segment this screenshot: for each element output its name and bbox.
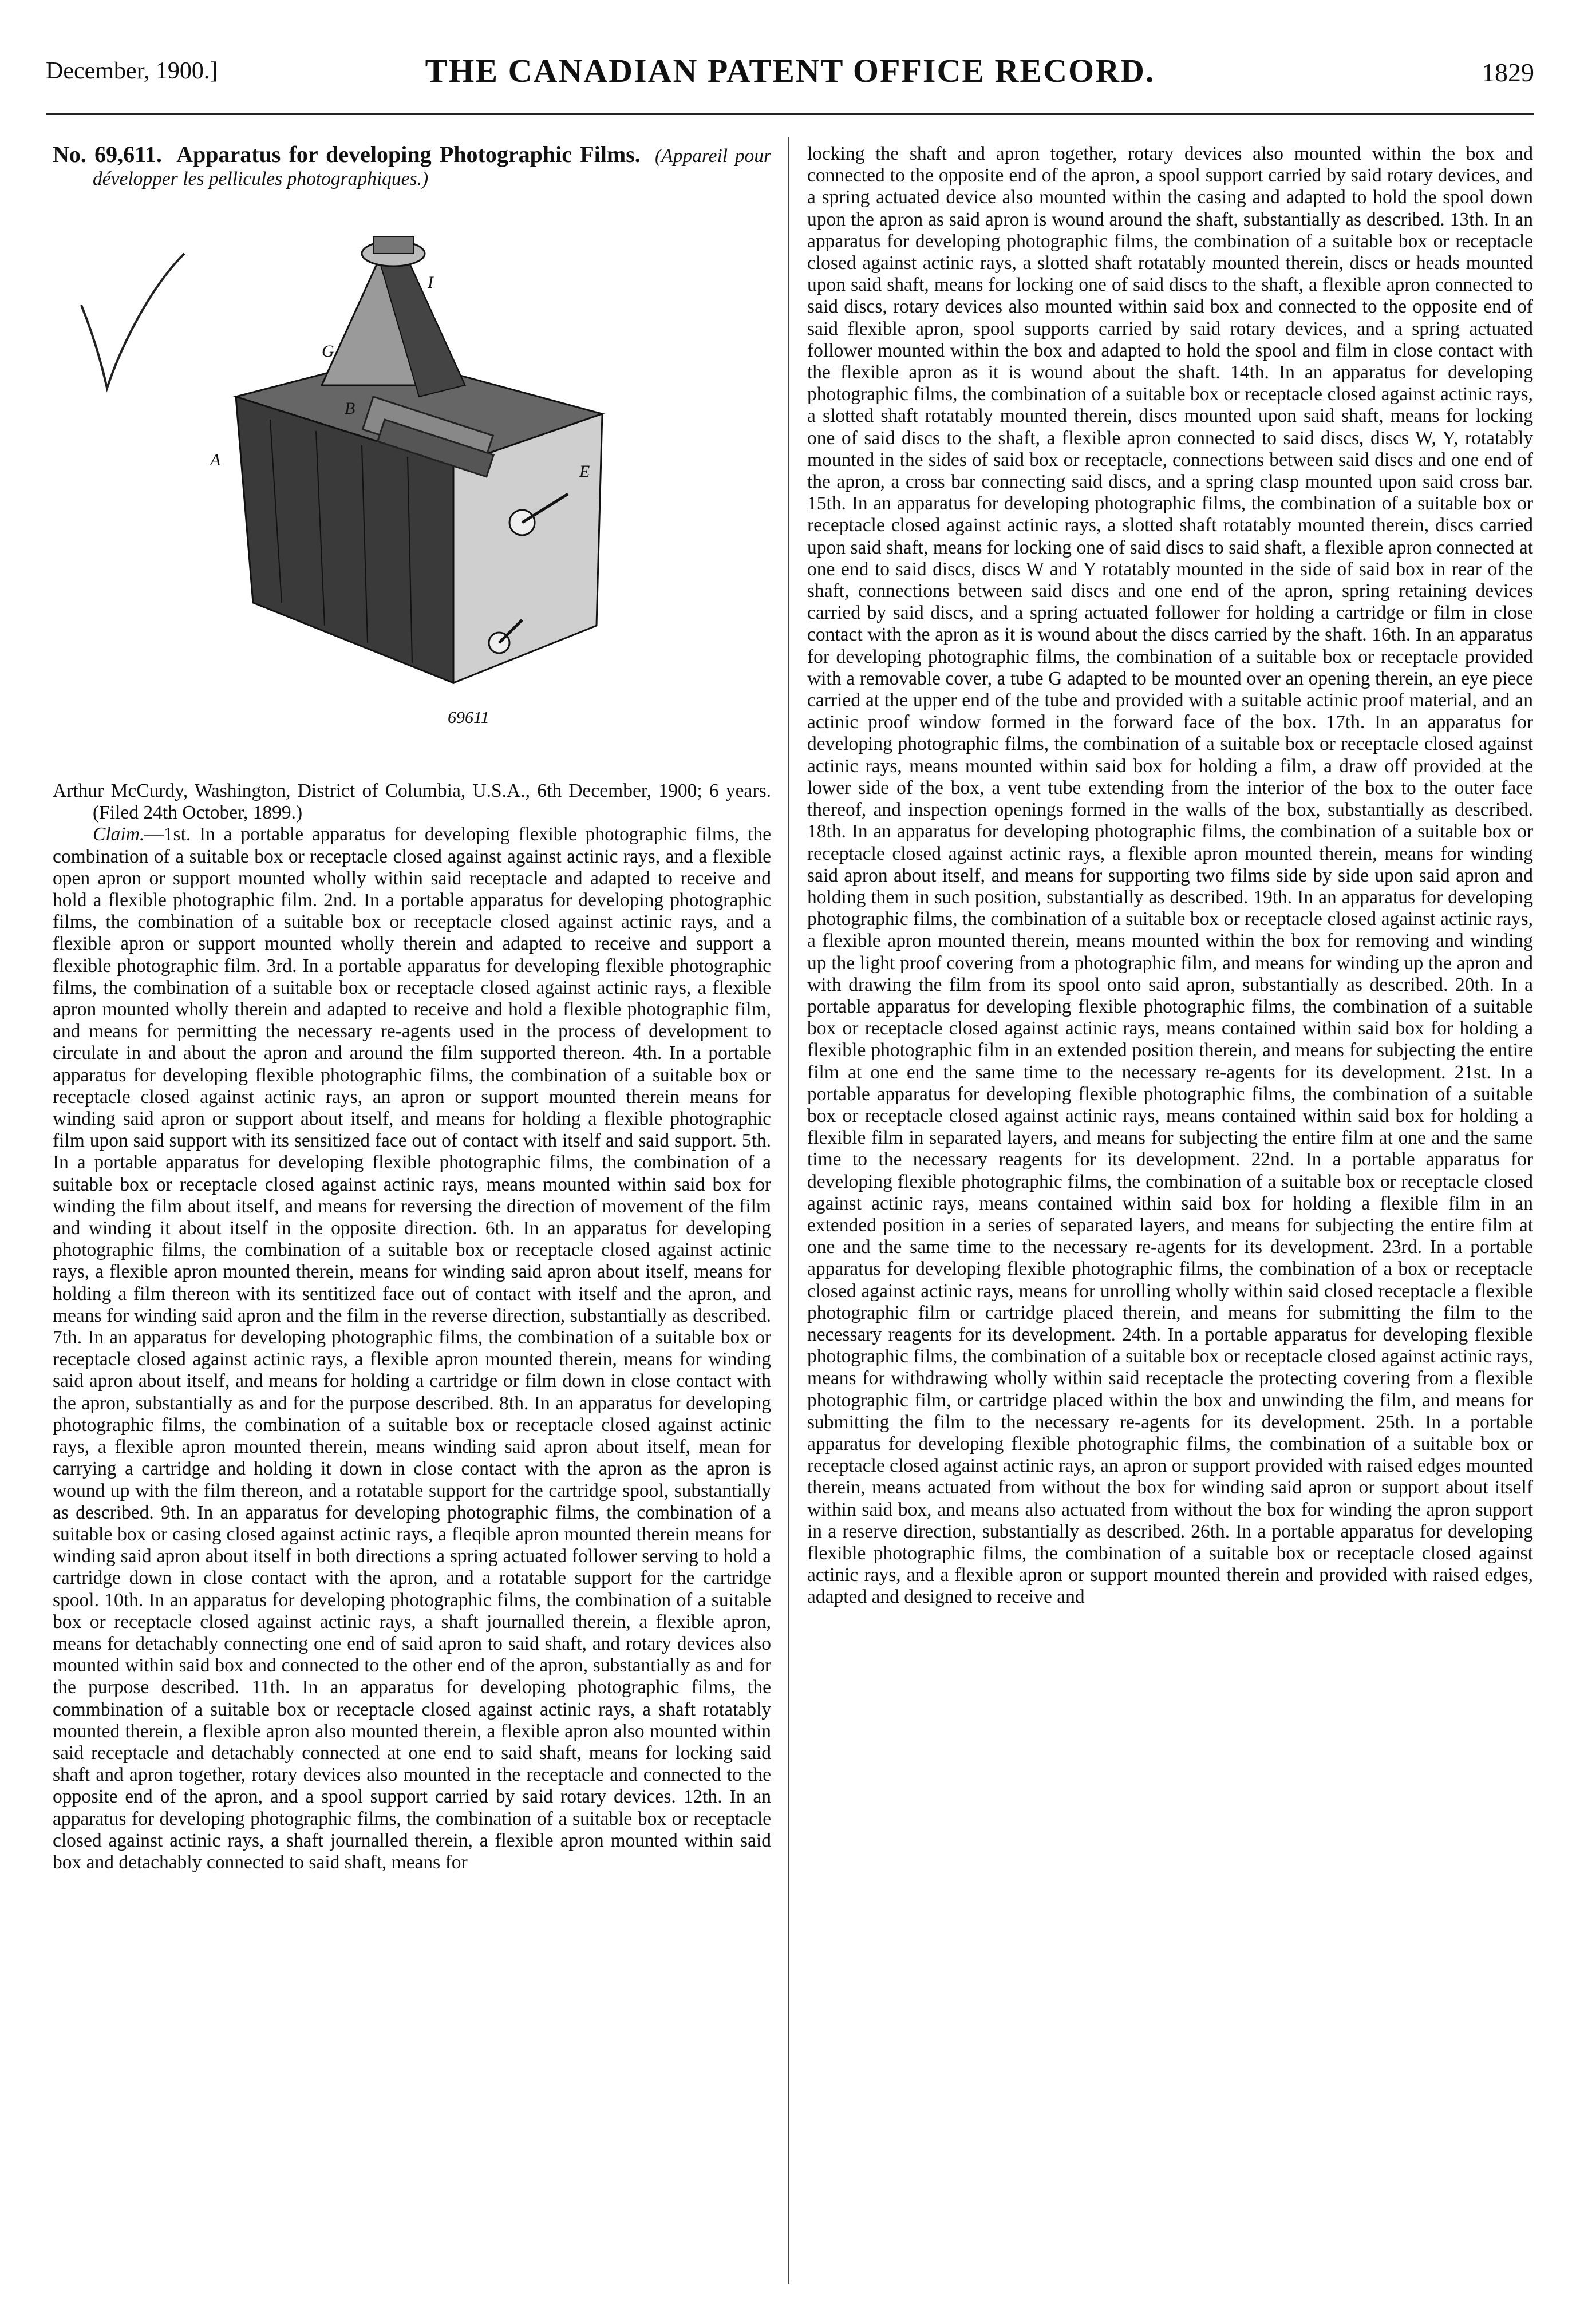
claims-right-text: locking the shaft and apron together, rotary devices also mounted within the box and connected to the opposite end of the apron, a spool support carried by said rotary devices, and a spring actuated device also mounted within the casing and adapted to hold the spool down upon the apron as said apron is wound around the shaft, substantially as described. 13th. In an apparatus for developing photographic films, the combination of a suitable box or receptacle closed against actinic rays, a slotted shaft rotatably mounted therein, discs or heads mounted upon said shaft, means for locking one of said discs to the shaft, a flexible apron connected to said discs, rotary devices also mounted within said box and connected to the opposite end of said flexible apron, spool supports carried by said rotary devices, and a spring actuated follower mounted within the box and adapted to hold the spool and film in close contact with the flexible apron as it is wound about the shaft. 14th. In an apparatus for developing photographic films, the combination of a suitable box or receptacle closed against actinic rays, a slotted shaft rotatably mounted therein, discs mounted upon said shaft, means for locking one of said discs to the shaft, a flexible apron connected to said discs, discs W, Y, rotatably mounted in the sides of said box or receptacle, connections between said discs and one end of the apron, a cross bar connecting said discs, and a spring clasp mounted upon said cross bar. 15th. In an apparatus for developing photographic films, the combination of a suitable box or receptacle closed against actinic rays, a slotted shaft rotatably mounted therein, discs carried upon said shaft, means for locking one of said discs to said shaft, a flexible apron connected at one end to said discs, discs W and Y rotatably mounted in the side of said box in rear of the shaft, connections between said discs and one end of the apron, spring retaining devices carried by said discs, and a spring actuated follower for holding a cartridge or film in close contact with the apron as it is wound about the discs carried by the shaft. 16th. In an apparatus for developing photographic films, the combination of a suitable box or receptacle provided with a removable cover, a tube G adapted to be mounted over an opening therein, an eye piece carried at the upper end of the tube and provided with a suitable actinic proof material, and an actinic proof window formed in the forward face of the box. 17th. In an apparatus for developing photographic films, the combination of a suitable box or receptacle closed against actinic rays, means mounted within said box for holding a film, a draw off provided at the lower side of the box, a vent tube extending from the interior of the box to the outer face thereof, and inspection openings formed in the walls of the box, substantially as described. 18th. In an apparatus for developing photographic films, the combination of a suitable box or receptacle closed against actinic rays, a flexible apron mounted therein, means for winding said apron about itself, and means for supporting two films side by side upon said apron and holding them in such position, substantially as described. 19th. In an apparatus for developing photographic films, the combination of a suitable box or receptacle closed against actinic rays, a flexible apron mounted therein, means mounted within the box for removing and winding up the light proof covering from a photographic film, and means for winding up the apron and with drawing the film from its spool onto said apron, substantially as described. 20th. In a portable apparatus for developing flexible photographic films, the combination of a suitable box or receptacle closed against actinic rays, means contained within said box for holding a flexible photographic film in an extended position therein, and means for subjecting the entire film at one end the same time to the necessary re-agents for its development. 21st. In a portable apparatus for developing flexible photographic films, the combination of a suitable box or receptacle closed against actinic rays, means contained within said box for holding a flexible film in separated layers, and means for subjecting the entire film at one and the same time to the necessary reagents for its development. 22nd. In a portable apparatus for developing flexible photographic films, the combination of a suitable box or receptacle closed against actinic rays, means contained within said box for holding a flexible film in an extended position in a series of separated layers, and means for subjecting the entire film at one and the same time to the necessary re-agents for its development. 23rd. In a portable apparatus for developing flexible photographic films, the combination of a box or receptacle closed against actinic rays, means for unrolling wholly within said closed receptacle a flexible photographic film or cartridge placed therein, and means for submitting the film to the necessary reagents for its development. 24th. In a portable apparatus for developing flexible photographic films, the combination of a suitable box or receptacle closed against actinic rays, means for withdrawing wholly within said receptacle the protecting covering from a flexible photographic film, or cartridge placed within the box and unwinding the film, and means for submitting the film to the necessary re-agents for its development. 25th. In a portable apparatus for developing flexible photographic films, the combination of a suitable box or receptacle closed against actinic rays, an apron or support provided with raised edges mounted therein, means actuated from without the box for winding said apron or support about itself within said box, and means also actuated from without the box for winding the apron support in a reserve direction, substantially as described. 26th. In a portable apparatus for developing flexible photographic films, the combination of a suitable box or receptacle closed against actinic rays, and a flexible apron or support mounted therein and provided with raised edges, adapted and designed to receive and — [807, 143, 1533, 1608]
figure-letter-a: A — [210, 450, 221, 469]
claim-label: Claim. — [93, 824, 145, 845]
column-divider — [788, 137, 789, 2284]
figure-letter-g: G — [322, 342, 334, 361]
page-number: 1829 — [1482, 58, 1534, 87]
header-rule — [46, 113, 1534, 115]
issue-date: December, 1900.] — [46, 58, 218, 84]
claims-left — [53, 824, 771, 1874]
figure-letter-e: E — [579, 462, 590, 481]
patent-title-french: (Appareil pour développer les pellicules photographiques.) — [93, 145, 772, 189]
figure-number-label: 69611 — [448, 708, 489, 727]
right-column — [807, 143, 1533, 1608]
publication-title: THE CANADIAN PATENT OFFICE RECORD. — [425, 52, 1155, 89]
left-column — [53, 143, 771, 1874]
apparatus-illustration — [202, 225, 637, 740]
checkmark-icon — [76, 248, 190, 397]
figure-letter-i: I — [428, 273, 433, 292]
claims-left-text: —1st. In a portable apparatus for developing flexible photographic films, the combination of a suitable box or receptacle closed against against actinic rays, and a flexible open apron or support mounted wholly within said receptacle and adapted to receive and hold a flexible photographic film. 2nd. In a portable apparatus for developing photographic films, the combination of a suitable box or receptacle closed against actinic rays, and a flexible apron or support mounted wholly therein and adapted to receive and support a flexible photographic film. 3rd. In a portable apparatus for developing flexible photographic films, the combination of a suitable box or receptacle closed against actinic rays, a flexible apron mounted wholly therein and adapted to receive and hold a flexible photographic film, and means for permitting the necessary re-agents used in the process of development to circulate in and about the apron and around the film supported thereon. 4th. In a portable apparatus for developing flexible photographic films, the combination of a suitable box or receptacle closed against actinic rays, an apron or support mounted therein means for winding said apron or support about itself, and means for holding a flexible photographic film upon said support with its sensitized face out of contact with itself and said support. 5th. In a portable apparatus for developing flexible photographic films, the combination of a suitable box or receptacle closed against actinic rays, means mounted within said box for winding the film about itself, and means for reversing the direction of movement of the film and winding it about itself in the opposite direction. 6th. In an apparatus for developing photographic films, the combination of a suitable box or receptacle closed against actinic rays, a flexible apron mounted therein, means for winding said apron about itself, means for holding a film thereon with its sentitized face out of contact with itself and the apron, and means for winding said apron and the film in the reverse direction, substantially as described. 7th. In an apparatus for developing photographic films, the combination of a suitable box or receptacle closed against actinic rays, a flexible apron mounted therein, means for winding said apron about itself, and means for holding a cartridge or film down in close contact with the apron, substantially as and for the purpose described. 8th. In an apparatus for developing photographic films, the combination of a suitable box or receptacle closed against actinic rays, a flexible apron mounted therein, means winding said apron about itself, mean for carrying a cartridge and holding it down in close contact with the apron as the apron is wound up with the film thereon, and a rotatable support for the cartridge spool, substantially as described. 9th. In an apparatus for developing photographic films, the combination of a suitable box or casing closed against actinic rays, a fleqible apron mounted therein means for winding said apron about itself in both directions a spring actuated follower serving to hold a cartridge down in close contact with the apron, and a rotatable support for the cartridge spool. 10th. In an apparatus for developing photographic films, the combination of a suitable box or receptacle closed against actinic rays, a shaft journalled therein, a flexible apron, means for detachably connecting one end of said apron to said shaft, and rotary devices also mounted within said box and connected to the other end of the apron, substantially as and for the purpose described. 11th. In an apparatus for developing photographic films, the commbination of a suitable box or receptacle closed against actinic rays, a shaft rotatably mounted therein, a flexible apron also mounted therein, a flexible apron also mounted within said receptacle and detachably connected at one end to said shaft, means for locking said shaft and apron together, rotary devices also mounted in the receptacle and connected to the opposite end of the apron, and a spool support carried by said rotary devices. 12th. In an apparatus for developing photographic films, the combination of a suitable box or receptacle closed against actinic rays, a shaft journalled therein, a flexible apron mounted within said box and detachably connected to said shaft, means for — [53, 824, 771, 1873]
page-header — [46, 52, 1534, 97]
patent-drawing — [53, 202, 771, 774]
patent-title: Apparatus for developing Photographic Films. — [176, 141, 641, 167]
patent-number: No. 69,611. — [53, 141, 162, 167]
figure-letter-b: B — [345, 399, 356, 418]
inventor-line: Arthur McCurdy, Washington, District of Columbia, U.S.A., 6th December, 1900; 6 years. (Filed 24th October, 1899.) — [53, 780, 771, 824]
patent-heading — [53, 143, 771, 191]
